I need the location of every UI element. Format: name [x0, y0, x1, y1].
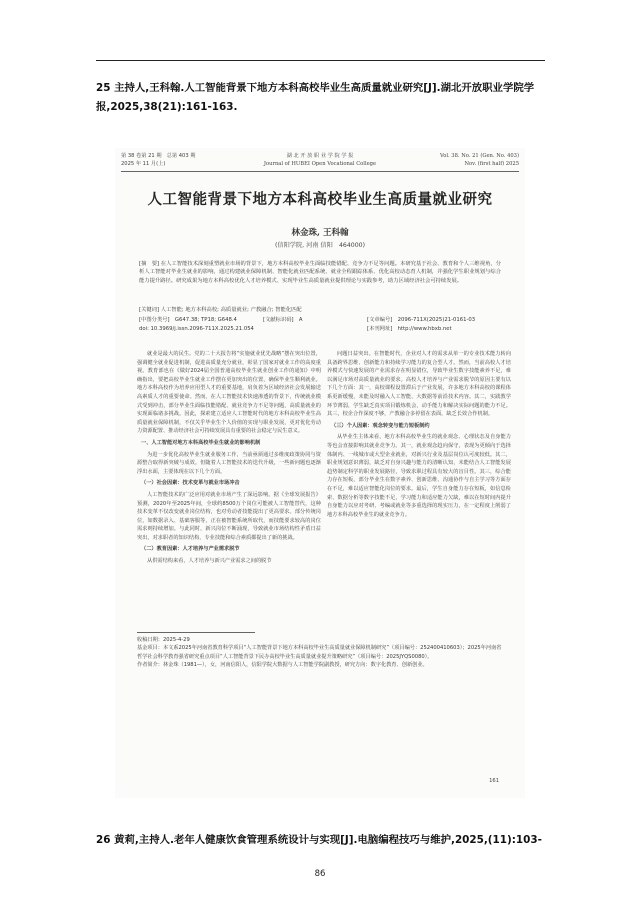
top-rule [96, 60, 545, 61]
subsection-heading: （一）社会因素：技术变革与就业市场冲击 [141, 480, 240, 487]
subsection-heading: （二）教育因素：人才培养与产业需求脱节 [141, 546, 240, 553]
footnote-rule [137, 632, 255, 633]
article-page-number: 161 [489, 778, 499, 784]
journal-volume-en: Vol. 38. No. 21 (Gen. No. 403) [439, 153, 519, 159]
journal-date-en: Nov. (first half) 2025 [464, 161, 519, 167]
journal-name-en: Journal of HUBEI Open Vocational College [263, 161, 377, 167]
reference-entry-25: 25 主持人,王科翰.人工智能背景下地方本科高校毕业生高质量就业研究[J].湖北开放职业学院学报,2025,38(21):161-163. [96, 82, 535, 113]
article-keywords: [关键词] 人工智能; 地方本科高校; 高质量就业; 产教融合; 智能化匹配 [139, 307, 302, 313]
body-paragraph: 问题日益突出。在智能时代，企业对人才的需求从单一的专业技术能力转向具备跨界思维、创新能力和持续学习能力的复合型人才。然而，当前高校人才培养模式与快速发展的产业需求存在明显错位，导致毕业生数字技能素养不足，难以满足市场对高质量就业的要求。高校人才培养与产业需求脱节的原因主要有以下几个方面：其一，高校课程设置滞后于产业发展，许多地方本科高校的课程体系更新缓慢，未能及时融入人工智能、大数据等前沿技术内容。其二，实践教学环节薄弱，学生缺乏真实项目锻炼机会，动手能力和解决实际问题的能力不足。其三，校企合作深度不够，产教融合多停留在表面，缺乏长效合作机制。 [327, 351, 511, 418]
reference-entry-26: 26 黄莉,主持人.老年人健康饮食管理系统设计与实现[J].电脑编程技巧与维护,2025,(11):103- [96, 834, 542, 846]
article-doi: doi: 10.3969/j.issn.2096-711X.2025.21.054 [139, 326, 254, 332]
journal-name-cn: 湖 北 开 放 职 业 学 院 学 报 [286, 153, 354, 159]
body-paragraph: 从毕业生主体来看，地方本科高校毕业生的就业观念、心理状态及自身能力等也会直接影响其就业竞争力。其一，就业观念趋向保守，表现为更倾向于选择体制内、一线城市或大型企业就业，对新兴行业及基层岗位认可度较低。其二，职业规划意识薄弱，缺乏对自身兴趣与能力的清晰认知，未能结合人工智能发展趋势制定科学的职业发展路径，导致求职过程具有较大的盲目性。其三，综合能力存在短板，部分毕业生在数字素养、创新思维、沟通协作与自主学习等方面存在不足，难以适应智能化岗位的要求。最后，学生自身能力存在短板，如信息检索、数据分析等数字技能不足，学习能力和适应能力欠缺，难以在短时间内提升自身能力以应对考研、考编或就业等多重选择的现实压力，在一定程度上削弱了地方本科高校毕业生的就业竞争力。 [327, 434, 511, 518]
body-paragraph: 就业是最大的民生。党的二十大报告将“实施就业优先战略”摆在突出位置，强调健全就业促进机制，促进高质量充分就业，彰显了国家对就业工作的高度重视。教育部也在《做好2024届全国普通高校毕业生就业创业工作的通知》中明确指出，要把高校毕业生就业工作摆在更加突出的位置，确保毕业生顺利就业。地方本科高校作为培养应用型人才的重要基地，肩负着为区域经济社会发展输送高素质人才的重要使命。然而，在人工智能技术快速渗透的背景下，传统就业模式受到冲击，部分毕业生面临技能错配、就业竞争力不足等问题，高质量就业的实现面临诸多挑战。因此，探索建立适应人工智能时代的地方本科高校毕业生高质量就业保障机制，不仅关乎毕业生个人价值的实现与职业发展，更对优化劳动力资源配置、推动经济社会可持续发展具有重要的社会稳定与民生意义。 [137, 351, 321, 435]
body-paragraph: 从供需结构来看，人才培养与新兴产业需求之间的脱节 [147, 558, 272, 565]
body-paragraph: 人工智能技术的广泛应用对就业市场产生了深远影响。据《全球发展报告》预测，2020年至2025年间，全球约8500万个岗位可能被人工智能替代，这种技术变革不仅改变就业岗位结构，也对劳动者技能提出了更高要求。部分传统岗位，如数据录入、基础客服等，正在被智能系统所取代，而技能要求较高的岗位需求则持续增加。与此同时，新兴岗位不断涌现，导致就业市场结构性矛盾日益突出，对求职者的知识结构、专业技能和综合素质都提出了新的挑战。 [137, 491, 321, 541]
journal-volume: 第 38 卷第 21 期 总第 403 期 [121, 153, 196, 159]
article-title: 人工智能背景下地方本科高校毕业生高质量就业研究 [147, 191, 493, 208]
article-scan-image [115, 148, 525, 798]
section-heading: 一、人工智能对地方本科高校毕业生就业的影响机制 [141, 439, 261, 446]
journal-date: 2025 年 11 月(上) [121, 161, 166, 167]
article-affiliation: (信阳学院, 河南 信阳 464000) [274, 242, 366, 249]
clc-number: [中图分类号] G647.38; TP18; G648.4 [139, 317, 237, 323]
subsection-heading: （三）个人因素：观念转变与能力短板制约 [331, 422, 430, 429]
page-number: 86 [314, 869, 326, 879]
article-abstract: [摘 要] 在人工智能技术深刻重塑就业市场的背景下，地方本科高校毕业生面临技能错配、竞争力不足等问题。本研究基于社会、教育和个人三维视角，分析人工智能对毕业生就业的影响，通过构建就业保障机制、智能化就业匹配系统、就业全程跟踪体系、优化高校动态育人机制，并强化学生职业规划与综合能力提升路径。研究成果为地方本科高校优化人才培养模式、实现毕业生高质量就业提供理论与实践参考，助力区域经济社会可持续发展。 [139, 261, 501, 284]
body-column-left [137, 350, 321, 620]
body-paragraph: 为进一步优化高校毕业生就业服务工作，当前亟须通过多维度政策协同与资源整合取得新突破与成效。但随着人工智能技术的迭代升级，一些新问题也逐渐浮出水面，主要体现在以下几个方面。 [137, 451, 321, 475]
article-number: [文章编号] 2096-711X(2025)21-0161-03 [367, 317, 476, 323]
journal-url: [本刊网址] http://www.hbxb.net [367, 326, 452, 332]
article-footnote: 收稿日期：2025-4-29 基金项目：本文系2025年河南省教育科学项目“人工智能背景下地方本科高校毕业生高质量就业保障机制研究”（项目编号：252400410603）；2025年河南省哲学社会科学教育强省研究重点项目“人工智能背景下民办高校毕业生高质量就业提升策略研究”（项目编号：2025JYQS0080）。 作者简介：林金珠（1981—），女，河南信阳人，信阳学院大数据与人工智能学院副教授，研究方向：数字化教育、创新创业。 [137, 637, 502, 669]
body-column-right [327, 350, 511, 620]
document-code: [文献标识码] A [263, 317, 303, 323]
journal-header-right [440, 152, 519, 168]
article-authors: 林金珠, 王科翰 [291, 228, 349, 238]
journal-header-rule [121, 171, 519, 172]
